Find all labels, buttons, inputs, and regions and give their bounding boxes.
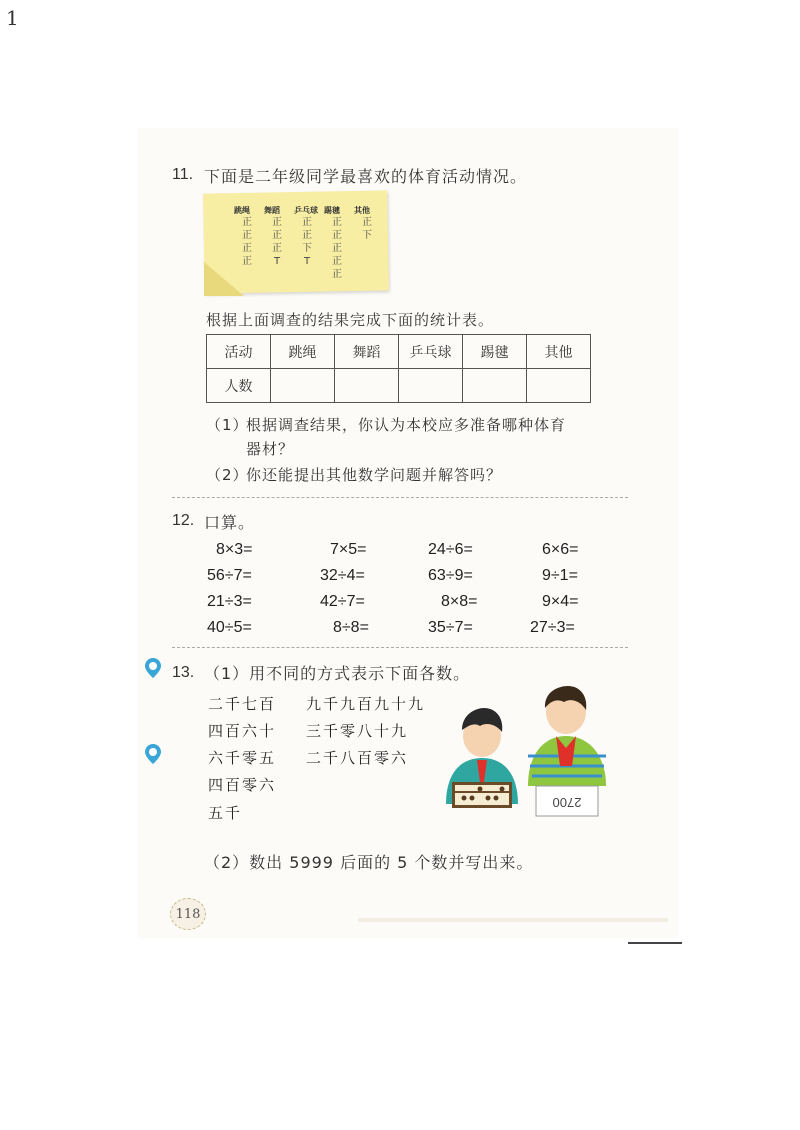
tally-header: 乒乓球 — [294, 206, 318, 215]
tally-header: 舞蹈 — [264, 206, 280, 215]
table-instruction: 根据上面调查的结果完成下面的统计表。 — [206, 311, 495, 329]
tally-mark: 正 — [302, 230, 312, 241]
question-12-text: 口算。 — [204, 513, 256, 532]
question-13-sub1: （1）用不同的方式表示下面各数。 — [204, 664, 471, 683]
table-header-cell: 活动 — [207, 335, 271, 369]
tally-mark: 正 — [332, 269, 342, 280]
tally-mark: 正 — [302, 217, 312, 228]
number-word: 三千零八十九 — [306, 722, 409, 740]
corner-label: 1 — [6, 6, 19, 30]
table-row-label: 人数 — [207, 369, 271, 403]
table-blank-cell[interactable] — [527, 369, 591, 403]
tally-header: 其他 — [354, 206, 370, 215]
table-blank-cell[interactable] — [335, 369, 399, 403]
table-blank-cell[interactable] — [463, 369, 527, 403]
children-illustration — [440, 686, 615, 818]
page-number-badge — [170, 898, 206, 930]
number-word: 四百零六 — [208, 776, 277, 794]
tally-column — [294, 205, 320, 268]
tally-mark: 下 — [302, 243, 312, 254]
page-number: 118 — [175, 906, 201, 922]
tally-mark: 正 — [242, 230, 252, 241]
calc-item: 27÷3= — [530, 619, 575, 636]
table-blank-cell[interactable] — [271, 369, 335, 403]
tally-column — [264, 205, 290, 268]
stats-table — [206, 334, 591, 403]
tally-mark: 下 — [362, 230, 372, 241]
table-header-row — [207, 335, 591, 369]
tally-mark: T — [303, 256, 311, 267]
tally-mark: 正 — [332, 230, 342, 241]
tally-mark: 正 — [332, 256, 342, 267]
map-pin-icon — [144, 657, 162, 679]
tally-mark: 正 — [362, 217, 372, 228]
tally-mark: T — [273, 256, 281, 267]
q11-sub1-line1: 根据调查结果，你认为本校应多准备哪种体育 — [246, 416, 567, 434]
section-divider — [172, 647, 628, 648]
table-header-cell: 舞蹈 — [335, 335, 399, 369]
number-word: 五千 — [208, 804, 243, 822]
tally-mark: 正 — [242, 217, 252, 228]
number-card-text: 2700 — [552, 795, 582, 810]
calc-item: 63÷9= — [428, 567, 473, 584]
question-11-number: 11. — [172, 166, 194, 183]
tally-mark: 正 — [272, 243, 282, 254]
tally-mark: 正 — [272, 217, 282, 228]
table-header-cell: 乒乓球 — [399, 335, 463, 369]
section-divider — [172, 497, 628, 498]
calc-item: 7×5= — [330, 541, 367, 558]
tally-chart — [234, 205, 384, 291]
footer-strip — [358, 918, 668, 922]
table-header-cell: 其他 — [527, 335, 591, 369]
calc-item: 24÷6= — [428, 541, 473, 558]
calc-item: 56÷7= — [207, 567, 252, 584]
tally-mark: 正 — [332, 243, 342, 254]
bottom-rule — [628, 942, 682, 944]
tally-header: 跳绳 — [234, 206, 250, 215]
tally-column — [354, 205, 380, 242]
tally-mark: 正 — [242, 256, 252, 267]
q11-sub1-label: （1） — [206, 416, 249, 434]
tally-mark: 正 — [242, 243, 252, 254]
calc-item: 9×4= — [542, 593, 579, 610]
q11-sub2-label: （2） — [206, 466, 249, 484]
number-word: 六千零五 — [208, 749, 277, 767]
question-12-number: 12. — [172, 512, 195, 529]
tally-column — [324, 205, 350, 281]
calc-item: 35÷7= — [428, 619, 473, 636]
tally-mark: 正 — [272, 230, 282, 241]
number-word: 九千九百九十九 — [306, 695, 426, 713]
calc-item: 42÷7= — [320, 593, 365, 610]
calc-item: 21÷3= — [207, 593, 252, 610]
q11-sub1-line2: 器材？ — [246, 440, 295, 458]
number-word: 二千八百零六 — [306, 749, 409, 767]
calc-item: 6×6= — [542, 541, 579, 558]
tally-column — [234, 205, 260, 268]
calc-item: 8×3= — [216, 541, 253, 558]
calc-item: 8×8= — [441, 593, 478, 610]
calc-item: 32÷4= — [320, 567, 365, 584]
table-header-cell: 踢毽 — [463, 335, 527, 369]
tally-mark: 正 — [332, 217, 342, 228]
question-11-text: 下面是二年级同学最喜欢的体育活动情况。 — [204, 167, 528, 186]
calc-item: 9÷1= — [542, 567, 578, 584]
table-blank-cell[interactable] — [399, 369, 463, 403]
calc-item: 8÷8= — [333, 619, 369, 636]
map-pin-icon — [144, 743, 162, 765]
table-count-row — [207, 369, 591, 403]
number-word: 四百六十 — [208, 722, 277, 740]
number-word: 二千七百 — [208, 695, 277, 713]
question-13-number: 13. — [172, 664, 195, 681]
table-header-cell: 跳绳 — [271, 335, 335, 369]
tally-header: 踢毽 — [324, 206, 340, 215]
calc-item: 40÷5= — [207, 619, 252, 636]
q11-sub2-text: 你还能提出其他数学问题并解答吗？ — [246, 466, 503, 484]
question-13-sub2: （2）数出 5999 后面的 5 个数并写出来。 — [204, 853, 534, 872]
